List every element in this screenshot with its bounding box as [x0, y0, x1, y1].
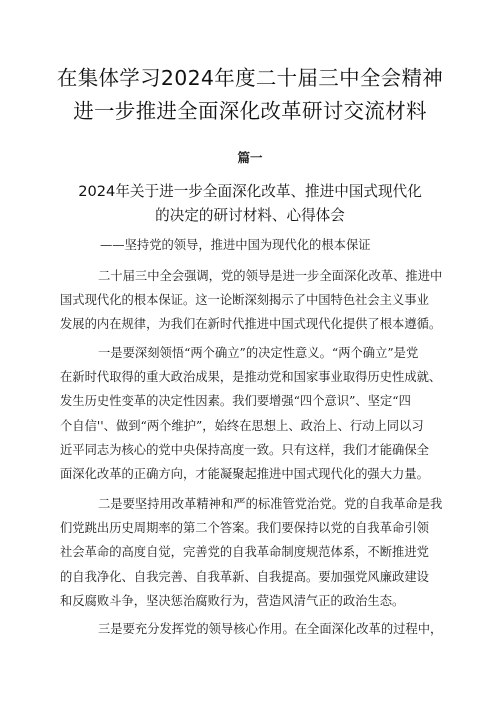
paragraph-line: 个自信''、做到“两个维护”，始终在思想上、政治上、行动上同以习 [60, 418, 424, 433]
paragraph-line: 的自我净化、自我完善、自我革新、自我提高。要加强党风廉政建设 [60, 569, 429, 584]
paragraph-line: 们党跳出历史周期率的第二个答案。我们要保持以党的自我革命引领 [60, 521, 429, 536]
paragraph-line: 面深化改革的正确方向，才能凝聚起推进中国式现代化的强大力量。 [60, 467, 429, 482]
paragraph-line: 二是要坚持用改革精神和严的标准管党治党。党的自我革命是我 [98, 497, 443, 511]
paragraph-line: 近平同志为核心的党中央保持高度一致。只有这样，我们才能确保全 [60, 442, 429, 457]
document-title-line-2: 进一步推进全面深化改革研讨交流材料 [73, 99, 427, 123]
paragraph-3 [60, 492, 445, 613]
document-title [0, 62, 500, 128]
paragraph-line: 二十届三中全会强调，党的领导是进一步全面深化改革、推进中 [98, 269, 443, 283]
section-title-line-1: 2024年关于进一步全面深化改革、推进中国式现代化 [78, 183, 422, 200]
section-title [0, 180, 500, 228]
paragraph-4 [60, 617, 445, 641]
paragraph-line: 一是要深刻领悟“两个确立”的决定性意义。“两个确立”是党 [98, 346, 419, 360]
paragraph-2 [60, 341, 445, 486]
paragraph-line: 在新时代取得的重大政治成果，是推动党和国家事业取得历史性成就、 [60, 370, 442, 385]
paragraph-line: 三是要充分发挥党的领导核心作用。在全面深化改革的过程中， [98, 622, 443, 636]
part-label: 篇一 [237, 150, 263, 165]
paragraph-1 [60, 264, 445, 337]
document-title-line-1: 在集体学习2024年度二十届三中全会精神 [56, 66, 444, 90]
section-title-line-2: 的决定的研讨材料、心得体会 [155, 207, 345, 224]
paragraph-line: 和反腐败斗争，坚决惩治腐败行为，营造风清气正的政治生态。 [60, 593, 405, 608]
byline: ——坚持党的领导，推进中国为现代化的根本保证 [100, 238, 371, 252]
paragraph-line: 发展的内在规律，为我们在新时代推进中国式现代化提供了根本遵循。 [60, 317, 442, 332]
paragraph-line: 社会革命的高度自觉，完善党的自我革命制度规范体系，不断推进党 [60, 545, 429, 560]
paragraph-line: 国式现代化的根本保证。这一论断深刻揭示了中国特色社会主义事业 [60, 293, 429, 308]
paragraph-line: 发生历史性变革的决定性因素。我们要增强“四个意识”、坚定“四 [60, 394, 411, 409]
